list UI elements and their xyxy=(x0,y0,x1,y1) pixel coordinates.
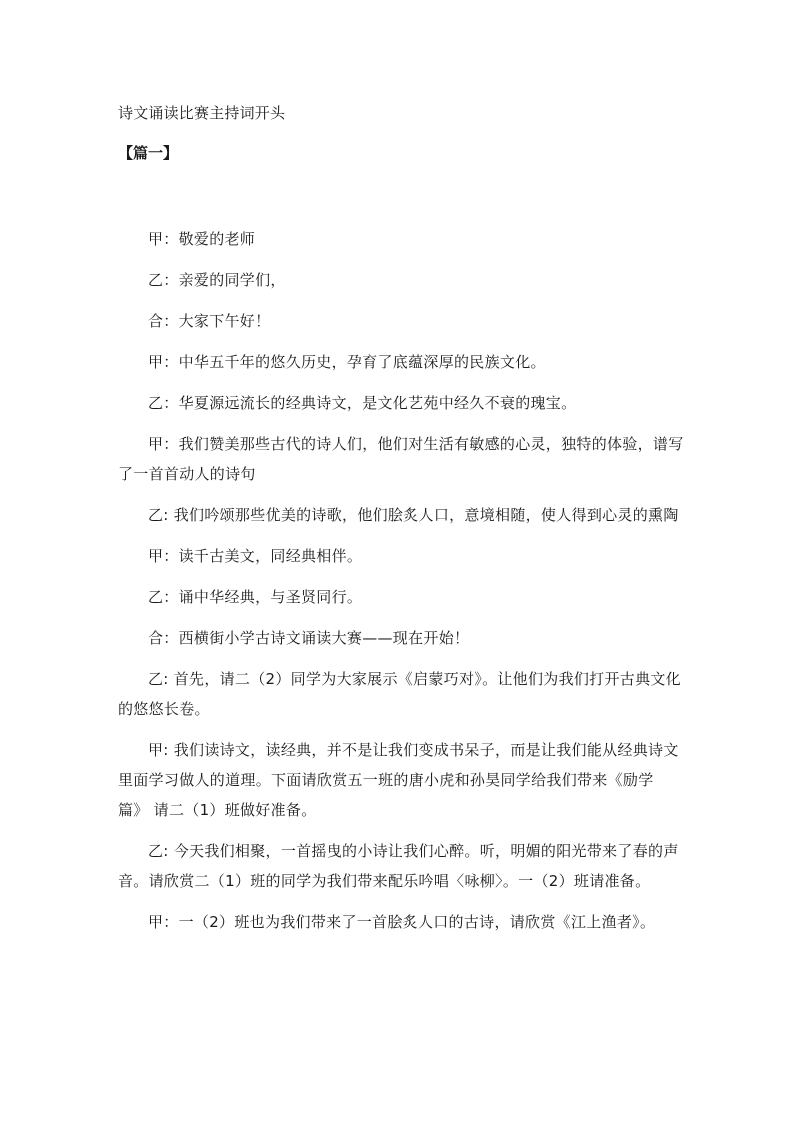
paragraph: 甲: 我们读诗文，读经典，并不是让我们变成书呆子，而是让我们能从经典诗文里面学习做人的道理。下面请欣赏五一班的唐小虎和孙昊同学给我们带来《励学篇》 请二（1）班做好准备。 xyxy=(118,741,679,819)
document-title: 诗文诵读比赛主持词开头 xyxy=(118,104,286,122)
paragraph: 甲：我们赞美那些古代的诗人们，他们对生活有敏感的心灵，独特的体验，谱写了一首首动人的诗句 xyxy=(118,435,684,483)
section-heading: 【篇一】 xyxy=(118,144,179,162)
document-body xyxy=(118,224,684,948)
paragraph: 合：西横街小学古诗文诵读大赛——现在开始！ xyxy=(148,629,470,647)
paragraph: 乙: 首先，请二（2）同学为大家展示《启蒙巧对》。让他们为我们打开古典文化的悠悠长卷。 xyxy=(118,670,681,718)
paragraph: 乙: 今天我们相聚，一首摇曳的小诗让我们心醉。听，明媚的阳光带来了春的声音。请欣赏二（1）班的同学为我们带来配乐吟唱〈咏柳〉。一（2）班请准备。 xyxy=(118,842,679,890)
paragraph: 甲：读千古美文，同经典相伴。 xyxy=(148,547,363,565)
paragraph: 甲：一（2）班也为我们带来了一首脍炙人口的古诗，请欣赏《江上渔者》。 xyxy=(148,913,656,931)
paragraph: 甲：中华五千年的悠久历史，孕育了底蕴深厚的民族文化。 xyxy=(148,353,546,371)
paragraph: 乙：华夏源远流长的经典诗文，是文化艺苑中经久不衰的瑰宝。 xyxy=(148,394,577,412)
paragraph: 乙: 我们吟颂那些优美的诗歌，他们脍炙人口，意境相随，使人得到心灵的熏陶 xyxy=(148,506,679,524)
paragraph: 甲：敬爱的老师 xyxy=(148,230,256,248)
paragraph: 乙：亲爱的同学们， xyxy=(148,271,286,289)
paragraph: 乙：诵中华经典，与圣贤同行。 xyxy=(148,588,363,606)
paragraph: 合：大家下午好！ xyxy=(148,312,271,330)
